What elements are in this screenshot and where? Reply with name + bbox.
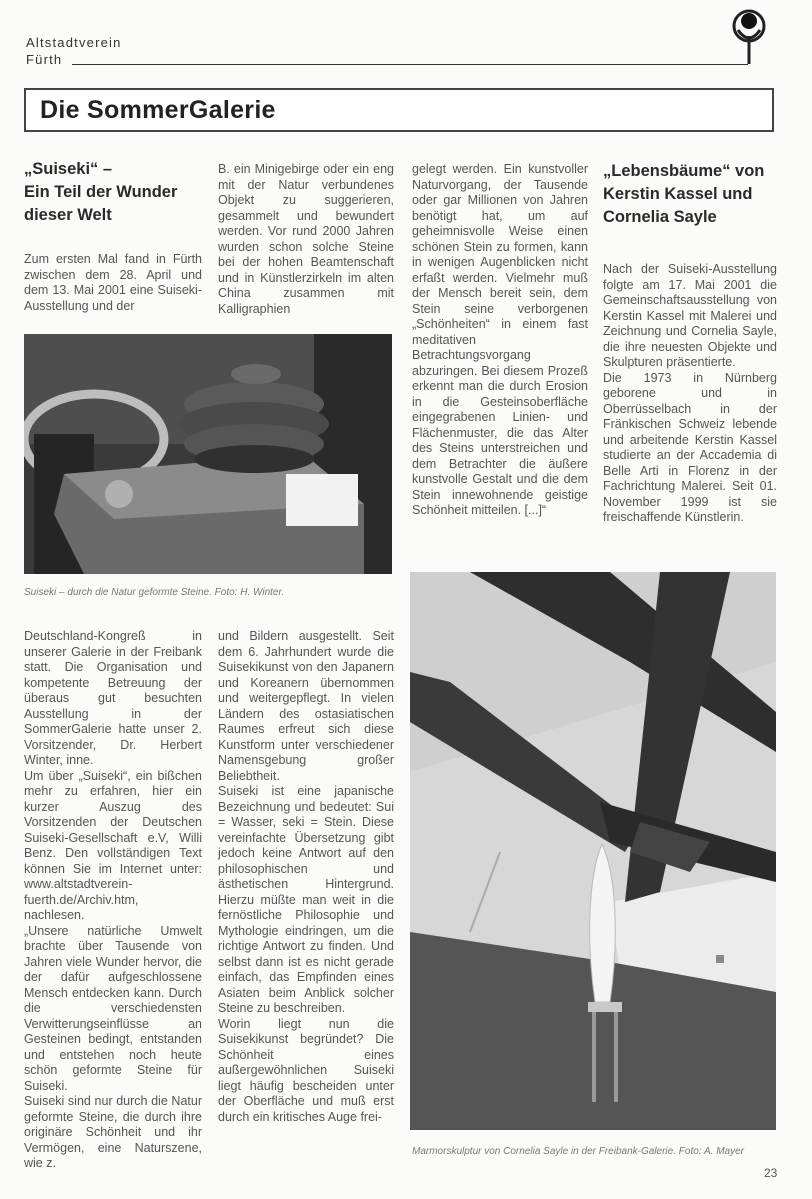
sculpture-photo-caption: Marmorskulptur von Cornelia Sayle in der Freibank-Galerie. Foto: A. Mayer	[412, 1146, 744, 1157]
article-heading-suiseki	[24, 158, 204, 227]
sculpture-photo	[410, 572, 776, 1130]
paragraph: Suiseki sind nur durch die Natur geformte Steine, die durch ihre originäre Schönheit und ihr Vermögen, eine Naturszene, wie z.	[24, 1094, 202, 1170]
paragraph: und Bildern ausgestellt. Seit dem 6. Jahrhundert wurde die Suisekikunst von den Japanern und Koreanern übernommen und weitergepflegt. In vielen Ländern des ostasiatischen Raumes erfreut sich diese Kunstform unter verschiedener Namensgebung großer Beliebtheit.	[218, 629, 394, 783]
suiseki-photo-caption: Suiseki – durch die Natur geformte Steine. Foto: H. Winter.	[24, 587, 285, 598]
article-heading-lebensbaeume	[603, 160, 783, 229]
paragraph: Suiseki ist eine japanische Bezeichnung und bedeutet: Sui = Wasser, seki = Stein. Diese vereinfachte Übersetzung gibt jedoch keine Antwort auf den philosophischen und ästhetischen Hintergrund. Hierzu müßte man weit in die fernöstliche Philosophie und Mythologie eindringen, um die richtige Antwort zu finden. Und selbst dann ist es nicht gerade einfach, das Empfinden eines Asiaten beim Anblick solcher Steine zu beschreiben.	[218, 784, 394, 1015]
paragraph: Zum ersten Mal fand in Fürth zwischen dem 28. April und dem 13. Mai 2001 eine Suiseki-Ausstellung und der	[24, 252, 202, 313]
paragraph: Die 1973 in Nürnberg geborene und in Oberrüsselbach in der Fränkischen Schweiz lebende und arbeitende Kerstin Kassel studierte an der Accademia di Belle Arti in Florenz in der Fachrichtung Malerei. Seit 01. November 1999 ist sie freischaffende Künstlerin.	[603, 370, 777, 524]
organization-name	[26, 34, 122, 68]
paragraph: „Unsere natürliche Umwelt brachte über Tausende von Jahren viele Wunder hervor, die der dafür aufgeschlossene Mensch entdecken kann. Durch die verschiedensten Verwitterungseinflüsse an Gesteinen bedingt, entstanden und entstehen noch heute schön geformte Steine für Suiseki.	[24, 923, 202, 1093]
heading-line: dieser Welt	[24, 206, 112, 224]
paragraph: Um über „Suiseki“, ein bißchen mehr zu erfahren, hier ein kurzer Auszug des Vorsitzenden der Deutschen Suiseki-Gesellschaft e.V, Willi Benz. Den vollständigen Text können Sie im Internet unter: www.altstadtverein-fuerth.de/Archiv.htm, nachlesen.	[24, 768, 202, 922]
page-number: 23	[764, 1166, 778, 1180]
heading-line: „Suiseki“ –	[24, 160, 113, 178]
paragraph: gelegt werden. Ein kunstvoller Naturvorgang, der Tausende oder gar Millionen von Jahren benötigt hat, um auf geheimnisvolle Weise einen schönen Stein zu formen, kann in wenigen Augenblicken nicht erfaßt werden. Vielmehr muß der Mensch bereit sein, dem Stein seine verborgenen „Schönheiten“ in einem fast meditativen Betrachtungsvorgang abzuringen. Bei diesem Prozeß erkennt man die durch Erosion in die Gesteinsoberfläche eingegrabenen Linien- und Flächenmuster, die das Alter des Steins unterstreichen und dem Betrachter die äußere kunstvolle Gestalt und die dem Stein innewohnende geistige Schönheit mitteilen. [...]“	[412, 162, 588, 517]
header-rule	[72, 64, 748, 65]
association-logo	[728, 6, 770, 66]
heading-line: Kerstin Kassel und	[603, 185, 753, 203]
paragraph: Nach der Suiseki-Ausstellung folgte am 17. Mai 2001 die Gemeinschaftsausstellung von Kerstin Kassel mit Malerei und Zeichnung und Cornelia Sayle, die ihre neuesten Objekte und Skulpturen präsentierte.	[603, 262, 777, 369]
paragraph: Deutschland-Kongreß in unserer Galerie in der Freibank statt. Die Organisation und kompetente Betreuung der überaus gut besuchten Ausstellung in der SommerGalerie hatte unser 2. Vorsitzender, Dr. Herbert Winter, inne.	[24, 629, 202, 767]
suiseki-photo	[24, 334, 392, 574]
organization-line-1: Altstadtverein	[26, 35, 122, 50]
heading-line: Ein Teil der Wunder	[24, 183, 178, 201]
article-intro-text	[24, 252, 202, 314]
article-column-2-upper	[218, 162, 394, 317]
article-lower-column-1	[24, 629, 202, 1172]
paragraph: Worin liegt nun die Suisekikunst begründet? Die Schönheit eines außergewöhnlichen Suiseki liegt häufig bescheiden unter der Oberfläche und muß erst durch ein kritisches Auge frei-	[218, 1016, 394, 1124]
paragraph: B. ein Minigebirge oder ein eng mit der Natur verbundenes Objekt zu suggerieren, gesammelt und bewundert werden. Vor rund 2000 Jahren wurden schon solche Steine bei der hohen Beamtenschaft und in Künstlerzirkeln im alten China zusammen mit Kalligraphien	[218, 162, 394, 316]
article2-text	[603, 262, 777, 526]
heading-line: Cornelia Sayle	[603, 208, 717, 226]
article-column-3	[412, 162, 588, 519]
organization-line-2: Fürth	[26, 52, 63, 67]
article-lower-column-2	[218, 629, 394, 1125]
section-title: Die SommerGalerie	[40, 96, 276, 124]
heading-line: „Lebensbäume“ von	[603, 162, 765, 180]
